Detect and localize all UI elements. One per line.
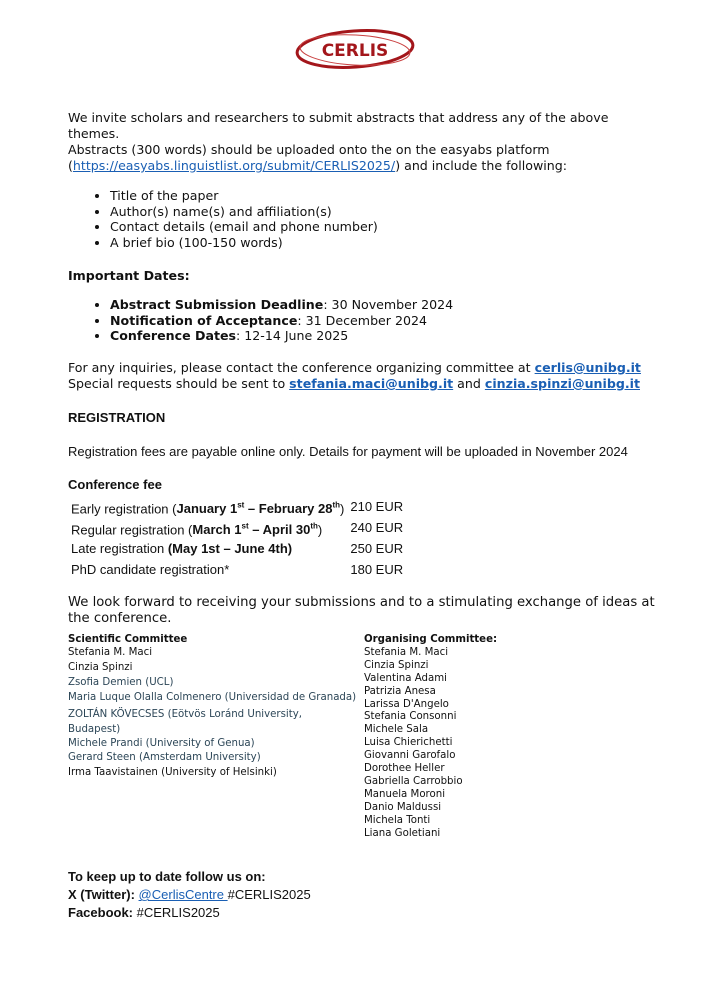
registration-heading: REGISTRATION	[68, 409, 166, 425]
closing-text: We look forward to receiving your submissions and to a stimulating exchange of ideas at the conference.	[68, 594, 655, 626]
table-row: Late registration (May 1st – June 4th) 250 EUR	[71, 541, 404, 557]
easyabs-link[interactable]: https://easyabs.linguistlist.org/submit/CERLIS2025/	[72, 158, 396, 173]
intro-line: We invite scholars and researchers to submit abstracts that address any of the above themes.	[68, 110, 609, 141]
list-item: • Conference Dates: 12-14 June 2025	[110, 328, 658, 344]
table-row: Regular registration (March 1st – April 30th) 240 EUR	[71, 520, 404, 538]
list-item: • Notification of Acceptance: 31 December 2024	[110, 313, 658, 329]
fee-table	[68, 497, 406, 581]
organising-committee: Organising Committee: Stefania M. Maci Cinzia Spinzi Valentina Adami Patrizia Anesa Larissa D'Angelo Stefania Consonni Michele Sala Luisa Chierichetti Giovanni Garofalo Dorothee Heller Gabriella Carrobbio Manuela Moroni Danio Maldussi Michela Tonti Liana Goletiani	[364, 634, 498, 839]
twitter-link[interactable]: @CerlisCentre	[138, 887, 228, 902]
table-row: PhD candidate registration* 180 EUR	[71, 562, 404, 578]
fee-heading: Conference fee	[68, 476, 162, 492]
email-link[interactable]: cinzia.spinzi@unibg.it	[484, 375, 640, 391]
list-item: • Contact details (email and phone number)	[110, 219, 658, 235]
list-item: • A brief bio (100-150 words)	[110, 235, 658, 251]
social-section: To keep up to date follow us on: X (Twitter): @CerlisCentre #CERLIS2025 Facebook: #CERLIS2025	[68, 869, 311, 920]
requirements-list	[68, 188, 658, 251]
email-link[interactable]: cerlis@unibg.it	[534, 359, 641, 375]
cerlis-logo	[293, 26, 417, 72]
registration-text: Registration fees are payable online only. Details for payment will be uploaded in November 2024	[68, 443, 628, 459]
intro-line: Abstracts (300 words) should be uploaded onto the on the easyabs platform	[68, 142, 550, 157]
list-item: • Title of the paper	[110, 188, 658, 204]
contact-line: Special requests should be sent to stefania.maci@unibg.it and cinzia.spinzi@unibg.it	[68, 375, 640, 391]
intro-line: (https://easyabs.linguistlist.org/submit/CERLIS2025/) and include the following:	[68, 158, 567, 173]
list-item: • Abstract Submission Deadline: 30 November 2024	[110, 297, 658, 313]
table-row: Early registration (January 1st – February 28th) 210 EUR	[71, 499, 404, 517]
email-link[interactable]: stefania.maci@unibg.it	[289, 375, 454, 391]
dates-heading: Important Dates:	[68, 267, 190, 283]
dates-list	[68, 297, 658, 344]
scientific-committee: Scientific Committee Stefania M. Maci Cinzia Spinzi Zsofia Demien (UCL) Maria Luque Olalla Colmenero (Universidad de Granada) ZOLTÁN KÖVECSES (Eötvös Loránd University, Budapest) Michele Prandi (University of Genua) Gerard Steen (Amsterdam University) Irma Taavistainen (University of Helsinki)	[68, 634, 357, 779]
svg-text:CERLIS: CERLIS	[321, 41, 389, 61]
list-item: • Author(s) name(s) and affiliation(s)	[110, 204, 658, 220]
contact-line: For any inquiries, please contact the conference organizing committee at cerlis@unibg.it	[68, 359, 641, 375]
